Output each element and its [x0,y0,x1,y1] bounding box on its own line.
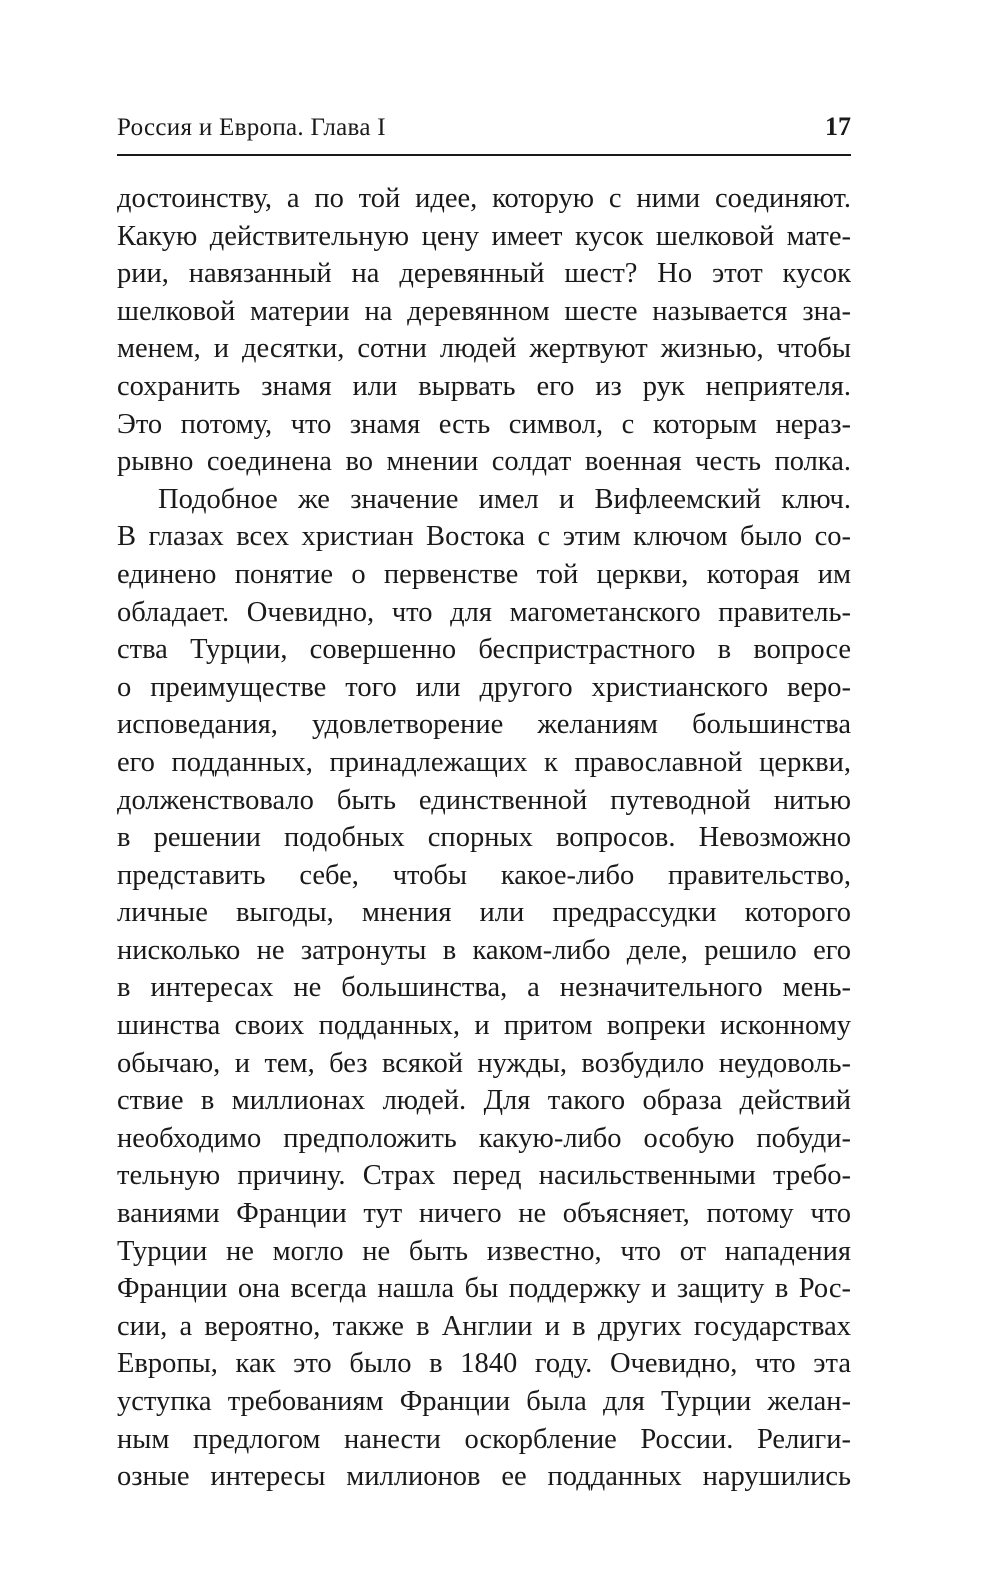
text-line: необходимо предположить какую-либо особую побуди- [117,1122,851,1154]
text-line: Турции не могло не быть известно, что от нападения [117,1235,851,1267]
text-line: шелковой материи на деревянном шесте называется зна- [117,295,851,327]
text-line: его подданных, принадлежащих к православной церкви, [117,746,851,778]
text-line: личные выгоды, мнения или предрассудки которого [117,897,851,929]
text-line: рывно соединена во мнении солдат военная честь полка. [117,446,851,478]
running-title: Россия и Европа. Глава I [117,114,386,141]
text-line: ства Турции, совершенно беспристрастного в вопросе [117,634,851,666]
text-line: нисколько не затронуты в каком-либо деле, решило его [117,934,851,966]
text-line: озные интересы миллионов ее подданных нарушились [117,1461,851,1493]
text-line: тельную причину. Страх перед насильственными требо- [117,1160,851,1192]
header-rule [117,154,851,156]
text-line: долженствовало быть единственной путеводной нитью [117,784,851,816]
text-line: уступка требованиям Франции была для Турции желан- [117,1386,851,1417]
text-line: ствие в миллионах людей. Для такого образа действий [117,1085,851,1117]
text-line: исповедания, удовлетворение желаниям большинства [117,709,851,741]
text-line: Это потому, что знамя есть символ, с которым нераз- [117,408,851,440]
text-line: Какую действительную цену имеет кусок шелковой мате- [117,220,851,252]
text-line: обычаю, и тем, без всякой нужды, возбудило неудоволь- [117,1047,851,1079]
text-line: рии, навязанный на деревянный шест? Но этот кусок [117,258,851,290]
body-text [117,180,851,1496]
text-line: ным предлогом нанести оскорбление России. Религи- [117,1423,851,1455]
text-line: в интересах не большинства, а незначительного мень- [117,972,851,1004]
text-line: В глазах всех христиан Востока с этим ключом было со- [117,521,851,553]
paragraph-first-line: Подобное же значение имел и Вифлеемский ключ. [158,483,851,515]
text-line: единено понятие о первенстве той церкви, которая им [117,558,851,590]
page-number: 17 [825,112,851,141]
text-line: сии, а вероятно, также в Англии и в других государствах [117,1310,851,1342]
text-line: ваниями Франции тут ничего не объясняет, потому что [117,1198,851,1230]
text-line: Франции она всегда нашла бы поддержку и защиту в Рос- [117,1273,851,1305]
text-line: представить себе, чтобы какое-либо правительство, [117,859,851,891]
running-head [117,112,851,152]
text-line: шинства своих подданных, и притом вопреки исконному [117,1010,851,1042]
text-line: обладает. Очевидно, что для магометанского правитель- [117,596,851,628]
text-line: достоинству, а по той идее, которую с ними соединяют. [117,183,851,214]
text-line: о преимуществе того или другого христианского веро- [117,671,851,703]
text-line: менем, и десятки, сотни людей жертвуют жизнью, чтобы [117,333,851,365]
text-line: Европы, как это было в 1840 году. Очевидно, что эта [117,1348,851,1380]
text-line: в решении подобных спорных вопросов. Невозможно [117,822,851,854]
text-line: сохранить знамя или вырвать его из рук неприятеля. [117,370,851,402]
